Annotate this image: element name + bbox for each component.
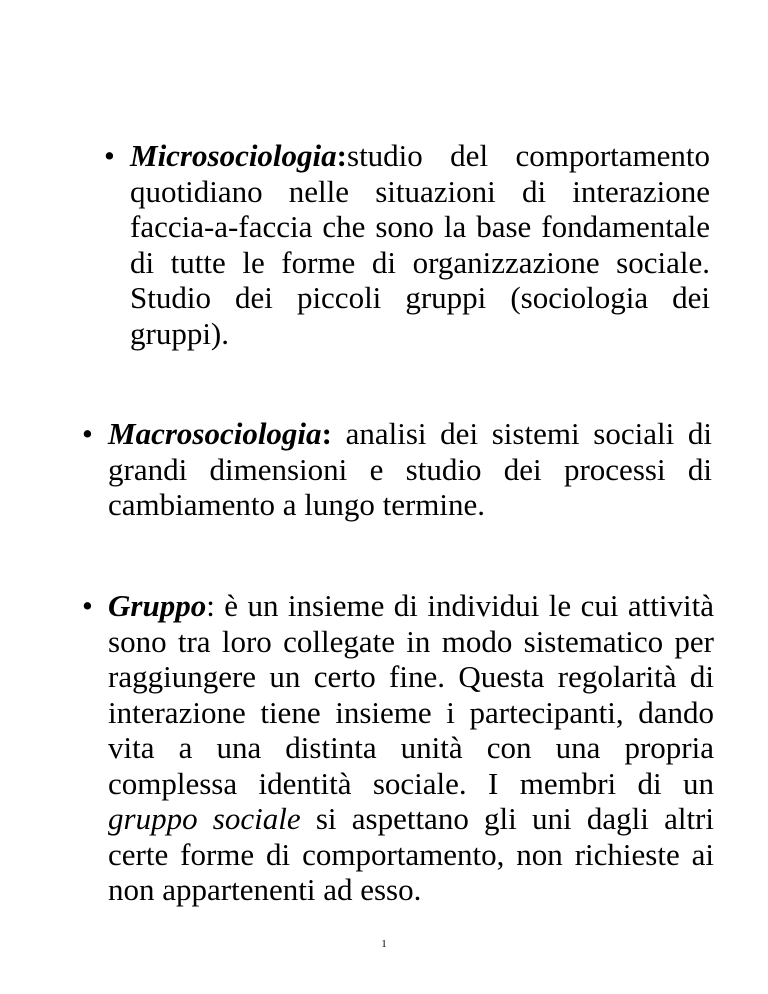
bullet-item-gruppo: [82, 588, 714, 908]
definition-text: studio del comportamento quotidiano nelle situazioni di interazione faccia-a-faccia che sono la base fondamentale di tutte le forme di organizzazione sociale. Studio dei piccoli gruppi (sociologia dei gruppi).: [130, 138, 710, 351]
page-number: 1: [381, 938, 387, 950]
term-colon: :: [336, 138, 347, 173]
term-colon: :: [321, 416, 332, 451]
bullet-icon: •: [104, 138, 115, 173]
bullet-icon: •: [82, 588, 93, 623]
bullet-text: [108, 416, 712, 523]
definition-text: analisi dei sistemi sociali di grandi dimensioni e studio dei processi di cambiamento a lungo termine.: [108, 416, 712, 522]
bullet-item-macrosociologia: [82, 416, 712, 523]
definition-text-after: si aspettano gli uni dagli altri certe forme di comportamento, non richieste ai non appartenenti ad esso.: [108, 801, 714, 907]
bullet-item-microsociologia: [104, 138, 710, 351]
emphasis-gruppo-sociale: gruppo sociale: [108, 801, 301, 836]
bullet-text: [130, 138, 710, 351]
term-microsociologia: Microsociologia: [130, 138, 337, 173]
term-gruppo: Gruppo: [108, 588, 207, 623]
definition-text-before: : è un insieme di individui le cui attività sono tra loro collegate in modo sistematico per raggiungere un certo fine. Questa regolarità di interazione tiene insieme i partecipanti, dando vita a una distinta unità con una propria complessa identità sociale. I membri di un: [108, 588, 714, 801]
bullet-text: [108, 588, 714, 908]
term-macrosociologia: Macrosociologia: [108, 416, 322, 451]
bullet-icon: •: [82, 416, 93, 451]
